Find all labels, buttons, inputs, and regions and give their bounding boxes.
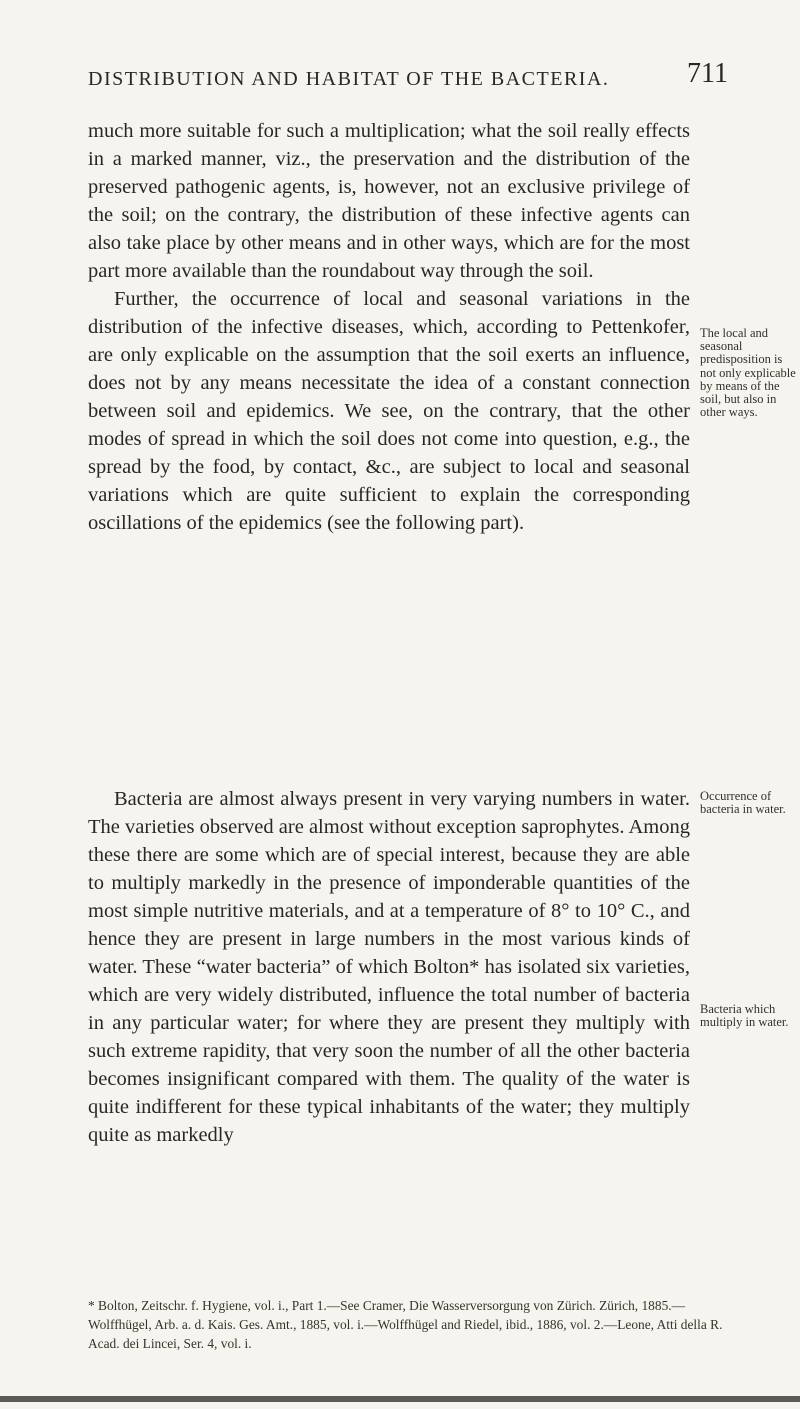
running-title: DISTRIBUTION AND HABITAT OF THE BACTERIA. <box>88 68 610 90</box>
footnote: * Bolton, Zeitschr. f. Hygiene, vol. i., Part 1.—See Cramer, Die Wasserversorgung von Zürich. Zürich, 1885.—Wolffhügel, Arb. a. d. Kais. Ges. Amt., 1885, vol. i.—Wolffhügel and Riedel, ibid., 1886, vol. 2.—Leone, Atti della R. Acad. dei Lincei, Ser. 4, vol. i. <box>88 1298 723 1351</box>
page-bottom-edge <box>0 1396 800 1402</box>
body-paragraph: Further, the occurrence of local and seasonal variations in the distribution of the infective diseases, which, according to Pettenkofer, are only explicable on the assumption that the soil exerts an influence, does not by any means necessitate the idea of a constant connection between soil and epidemics. We see, on the contrary, that the other modes of spread in which the soil does not come into question, e.g., the spread by the food, by contact, &c., are subject to local and seasonal variations which are quite sufficient to explain the corresponding oscillations of the epidemics (see the following part). <box>88 288 690 534</box>
page-number: 711 <box>687 58 728 89</box>
running-head <box>88 58 728 91</box>
margin-note: Occurrence of bacteria in water. <box>700 789 786 817</box>
footnote-block <box>88 1296 728 1353</box>
margin-note: The local and seasonal predisposition is not only explicable by means of the soil, but also in other ways. <box>700 326 796 420</box>
body-paragraph-group <box>88 117 690 537</box>
body-paragraph-group <box>88 785 690 1149</box>
body-paragraph: Bacteria are almost always present in very varying numbers in water. The varieties observed are almost without exception saprophytes. Among these there are some which are of special interest, because they are able to multiply markedly in the presence of imponderable quantities of the most simple nutritive materials, and at a temperature of 8° to 10° C., and hence they are present in large numbers in the most various kinds of water. These “water bacteria” of which Bolton* has isolated six varieties, which are very widely distributed, influence the total number of bacteria in any particular water; for where they are present they multiply with such extreme rapidity, that very soon the number of all the other bacteria becomes insignificant compared with them. The quality of the water is quite indifferent for these typical inhabitants of the water; they multiply quite as markedly <box>88 788 690 1146</box>
body-paragraph: much more suitable for such a multiplication; what the soil really effects in a marked manner, viz., the preservation and the distribution of the preserved pathogenic agents, is, however, not an exclusive privilege of the soil; on the contrary, the distribution of these infective agents can also take place by other means and in other ways, which are for the most part more available than the roundabout way through the soil. <box>88 120 690 282</box>
margin-note: Bacteria which multiply in water. <box>700 1002 789 1030</box>
